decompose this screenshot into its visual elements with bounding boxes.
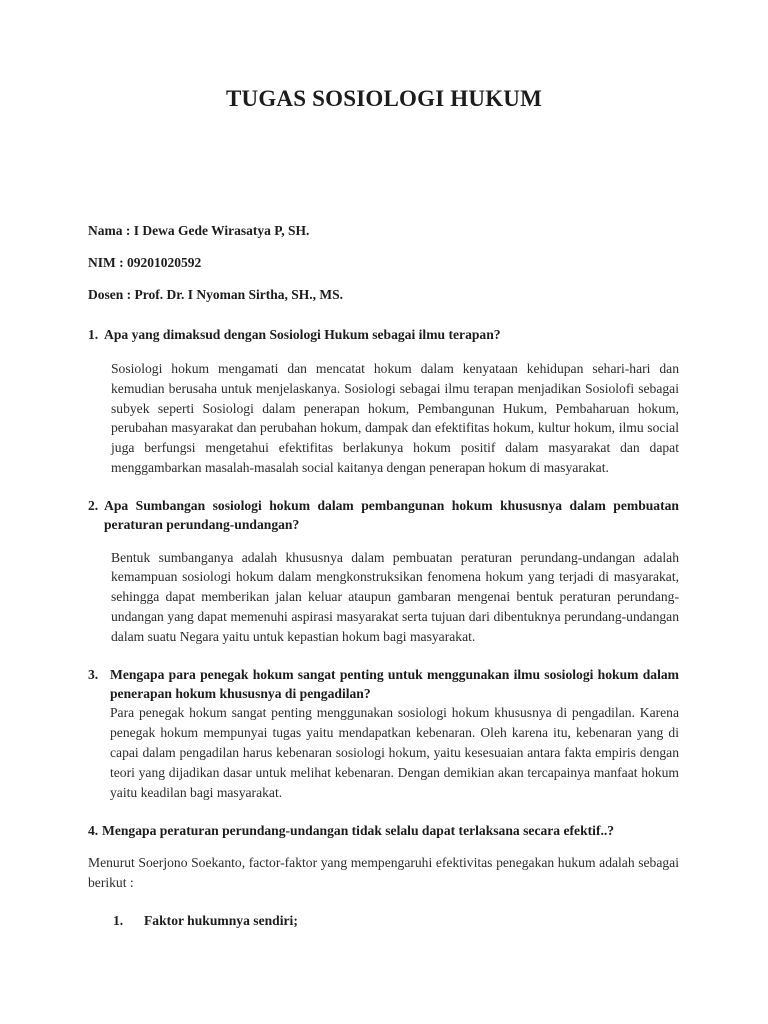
factor-1-number: 1. (113, 912, 124, 928)
question-1-heading (88, 325, 679, 344)
question-2-heading (88, 496, 679, 535)
factor-list (88, 911, 679, 931)
identity-nim: NIM : 09201020592 (88, 255, 202, 271)
page-title: TUGAS SOSIOLOGI HUKUM (225, 86, 543, 111)
answer-3: Para penegak hokum sangat penting menggunakan sosiologi hokum khususnya di pengadilan. Karena penegak hokum mempunyai tugas yaitu mendapatkan kebenaran. Oleh karena itu, kebenaran yang di capai dalam pengadilan harus kebenaran sosiologi hokum, yaitu kesesuaian antara fakta empiris dengan teori yang dijadikan dasar untuk melihat kebenaran. Dengan demikian akan tercapainya manfaat hokum yaitu keadilan bagi masyarakat. (110, 705, 679, 800)
question-4-heading (88, 821, 679, 840)
answer-1: Sosiologi hokum mengamati dan mencatat hokum dalam kenyataan kehidupan sehari-hari dan kemudian berusaha untuk menjelaskanya. Sosiologi sebagai ilmu terapan menjadikan Sosiolofi sebagai subyek seperti Sosiologi dalam penerapan hokum, Pembangunan Hukum, Pembaharuan hokum, perubahan masyarakat dan perubahan hokum, dampak dan efektifitas hokum, kultur hokum, ilmu social juga berfungsi mengetahui efektifitas berlakunya hokum positif dalam masyarakat dan dapat menggambarkan masalah-masalah social kaitanya dengan penerapan hokum di masyarakat. (111, 360, 679, 476)
question-2-text: Apa Sumbangan sosiologi hokum dalam pembangunan hokum khususnya dalam pembuatan peraturan perundang-undangan? (104, 497, 679, 533)
question-4-number: 4. (88, 822, 99, 838)
list-item (113, 911, 679, 931)
question-4-text: Mengapa peraturan perundang-undangan tidak selalu dapat terlaksana secara efektif..? (102, 822, 615, 838)
identity-block (0, 223, 768, 304)
question-3-heading (88, 665, 679, 704)
factor-1-label: Faktor hukumnya sendiri; (144, 912, 298, 928)
question-1-number: 1. (88, 326, 99, 342)
question-3-text: Mengapa para penegak hokum sangat penting untuk menggunakan ilmu sosiologi hokum dalam penerapan hokum khususnya di pengadilan? (110, 666, 679, 702)
question-3-number: 3. (88, 666, 99, 682)
document-body (0, 325, 768, 931)
question-1-text: Apa yang dimaksud dengan Sosiologi Hukum sebagai ilmu terapan? (104, 326, 501, 342)
answer-2: Bentuk sumbanganya adalah khususnya dalam pembuatan peraturan perundang-undangan adalah kemampuan sosiologi hokum dalam mengkonstruksikan fenomena hokum yang terjadi di masyarakat, sehingga dapat memberikan jalan keluar ataupun gambaran mengenai bentuk peraturan perundang-undangan yang dapat memenuhi aspirasi masyarakat serta tujuan dari dibentuknya perundang-undangan dalam suatu Negara yaitu untuk kepastian hokum bagi masyarakat. (111, 549, 679, 644)
answer-4: Menurut Soerjono Soekanto, factor-faktor yang mempengaruhi efektivitas penegakan hukum adalah sebagai berikut : (88, 854, 679, 890)
identity-dosen: Dosen : Prof. Dr. I Nyoman Sirtha, SH., MS. (88, 287, 344, 303)
identity-nama: Nama : I Dewa Gede Wirasatya P, SH. (88, 223, 310, 238)
question-2-number: 2. (88, 497, 99, 513)
